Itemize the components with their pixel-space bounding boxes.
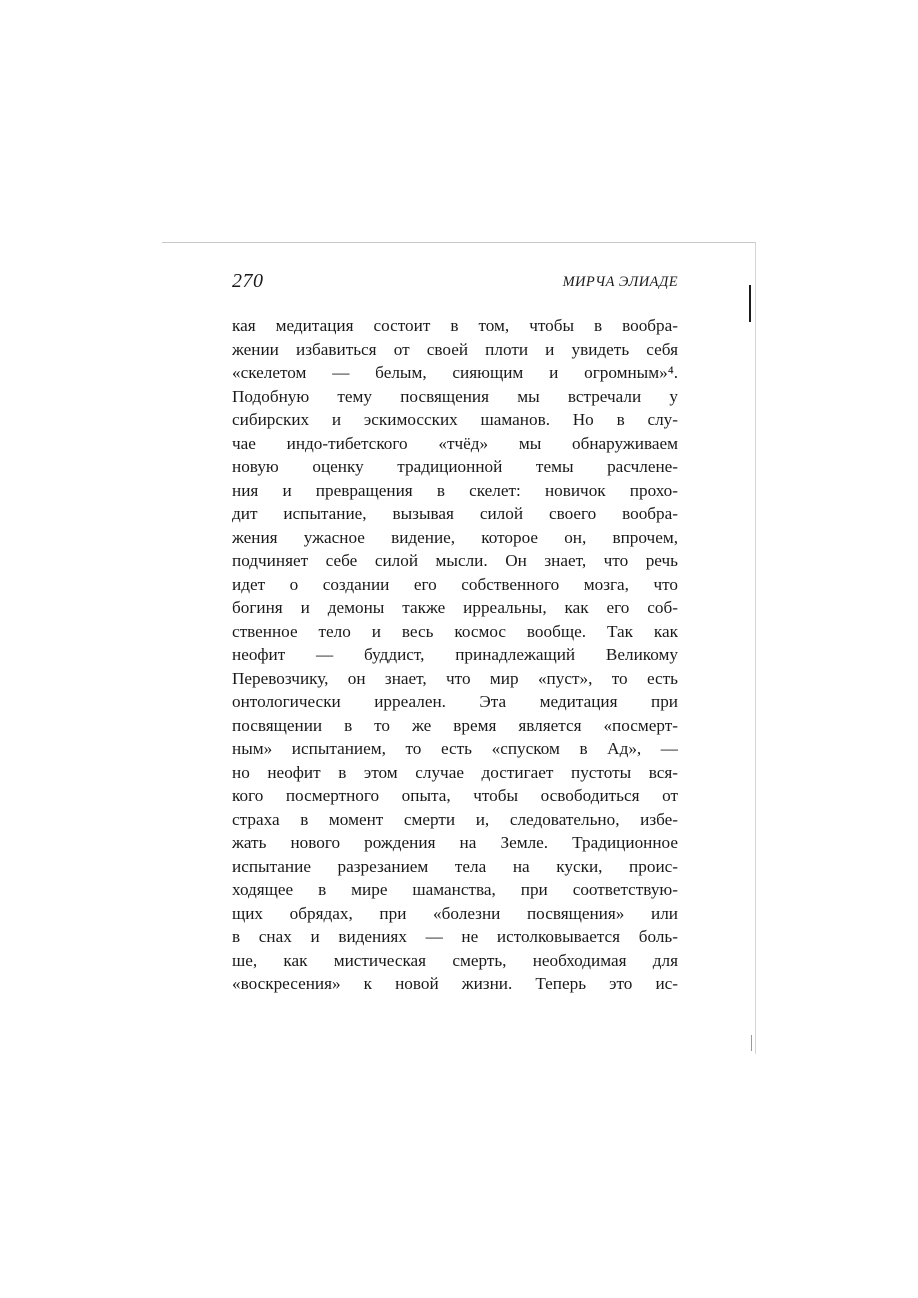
running-head [232,270,678,298]
page-top-border [162,242,756,243]
text-line: ходящее в мире шаманства, при соответствую- [232,880,678,899]
text-line: посвящении в то же время является «посмерт- [232,715,678,735]
text-line: в снах и видениях — не истолковывается боль- [232,927,678,946]
text-line: Подобную тему посвящения мы встречали у [232,386,678,406]
text-line: Перевозчику, он знает, что мир «пуст», то есть [232,668,678,688]
text-line: жать нового рождения на Земле. Традиционное [232,833,678,852]
text-line: щих обрядах, при «болезни посвящения» или [232,903,678,923]
text-line: ственное тело и весь космос вообще. Так как [232,621,678,641]
running-title: МИРЧА ЭЛИАДЕ [562,274,678,290]
text-line: идет о создании его собственного мозга, что [232,574,678,594]
page-number: 270 [232,270,264,292]
page-right-border [755,242,756,1054]
scan-edge-mark-lower [751,1035,752,1051]
text-line: новую оценку традиционной темы расчлене- [232,457,678,476]
text-line: «скелетом — белым, сияющим и огромным»⁴. [232,363,678,382]
text-line: но неофит в этом случае достигает пустоты вся- [232,762,678,782]
text-line: онтологически ирреален. Эта медитация при [232,692,678,711]
text-line: дит испытание, вызывая силой своего вообра- [232,504,678,523]
text-line: сибирских и эскимосских шаманов. Но в слу- [232,410,678,429]
text-line: ния и превращения в скелет: новичок прохо- [232,480,678,500]
text-line: подчиняет себе силой мысли. Он знает, что речь [232,551,678,570]
text-line: «воскресения» к новой жизни. Теперь это ис- [232,974,678,993]
text-line: ным» испытанием, то есть «спуском в Ад», — [232,739,678,758]
text-line: богиня и демоны также ирреальны, как его соб- [232,598,678,617]
text-line: ше, как мистическая смерть, необходимая для [232,950,678,970]
text-line: кого посмертного опыта, чтобы освободиться от [232,786,678,805]
text-line: испытание разрезанием тела на куски, проис- [232,856,678,876]
text-line: кая медитация состоит в том, чтобы в вообра- [232,316,678,335]
text-line: страха в момент смерти и, следовательно, избе- [232,809,678,829]
text-line: жении избавиться от своей плоти и увидеть себя [232,339,678,359]
body-text [232,314,678,996]
text-line: жения ужасное видение, которое он, впрочем, [232,527,678,547]
text-line: чае индо-тибетского «тчёд» мы обнаруживаем [232,433,678,453]
text-line: неофит — буддист, принадлежащий Великому [232,645,678,664]
scan-edge-mark [749,285,751,322]
